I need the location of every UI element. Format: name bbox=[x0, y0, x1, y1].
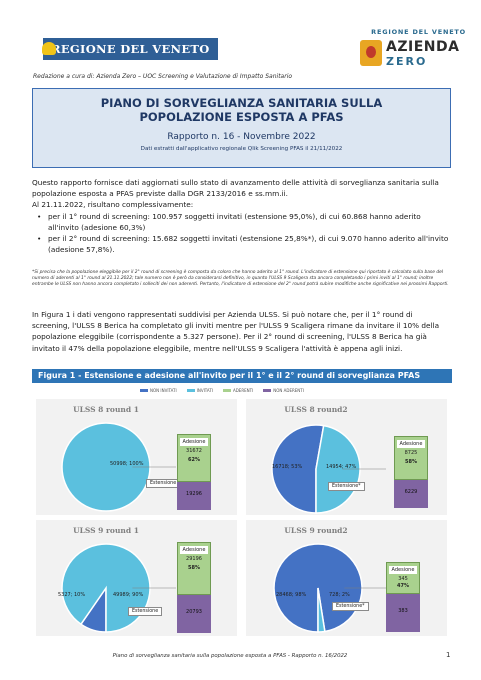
regione-veneto-logo bbox=[38, 36, 214, 62]
non-aderenti-value: 20793 bbox=[186, 609, 202, 615]
non-aderenti-value: 6229 bbox=[404, 489, 418, 495]
slice-label: 50998; 100% bbox=[110, 461, 144, 467]
adesione-label: Adesione bbox=[389, 566, 417, 574]
extension-label: Estensione* bbox=[328, 482, 365, 491]
page-title bbox=[33, 96, 450, 124]
azienda-logo-line2: ZERO bbox=[386, 55, 428, 68]
legend-item bbox=[263, 388, 304, 393]
extension-label: Estensione bbox=[128, 607, 162, 616]
azienda-zero-logo bbox=[356, 28, 466, 72]
chart-legend bbox=[140, 385, 360, 395]
slice-label: 14954; 47% bbox=[326, 464, 357, 470]
page-title-line2: POPOLAZIONE ESPOSTA A PFAS bbox=[139, 110, 344, 124]
legend-label: INVITATI bbox=[196, 387, 213, 393]
legend-item bbox=[223, 388, 253, 393]
chart-title: ULSS 9 round 1 bbox=[73, 526, 139, 535]
adesione-box bbox=[177, 542, 211, 595]
intro-section bbox=[32, 177, 452, 255]
aderenti-value: 8725 bbox=[404, 450, 418, 456]
adesione-box bbox=[394, 436, 428, 480]
report-subtitle: Rapporto n. 16 - Novembre 2022 bbox=[167, 132, 316, 142]
legend-swatch-icon bbox=[223, 389, 231, 392]
extension-label: Estensione* bbox=[332, 602, 369, 611]
page-title-line1: PIANO DI SORVEGLIANZA SANITARIA SULLA bbox=[100, 96, 383, 110]
chart-panel-ulss8-round2 bbox=[246, 399, 447, 515]
legend-item bbox=[187, 388, 213, 393]
footnote: *Si precisa che la popolazione eleggibile per il 2° round di screening è composta da coloro che hanno aderito al 1° round. L'indicatore di estensione qui riportato è calcolato sulla base del numero di aderenti al 1° round al 21.11.2022; tale numero non è però da considerarsi definitivo, in quanto l'ULSS 9 Scaligera sta ancora completando i primi inviti al 1° round; inoltre entrambe le ULSS non hanno ancora completato i solleciti dei non aderenti. Pertanto, l'indicatore di estensione del 2° round potrà subire modifiche anche significative nei prossimi Rapporti. bbox=[32, 270, 449, 287]
azienda-logo-line1: AZIENDA bbox=[386, 39, 460, 55]
slice-label: 16718; 53% bbox=[272, 464, 303, 470]
non-aderenti-value: 19296 bbox=[186, 491, 202, 497]
page-number: 1 bbox=[446, 651, 451, 659]
aderenti-value: 345 bbox=[398, 576, 408, 582]
non-aderenti-box bbox=[386, 594, 420, 632]
legend-swatch-icon bbox=[140, 389, 148, 392]
non-aderenti-value: 383 bbox=[398, 608, 408, 614]
slice-label: 728; 2% bbox=[329, 592, 350, 598]
adesione-box bbox=[386, 562, 420, 594]
figure-title: Figura 1 - Estensione e adesione all'invito per il 1° e il 2° round di sorveglianza PFAS bbox=[32, 369, 452, 383]
adesione-label: Adesione bbox=[180, 438, 208, 446]
legend-item bbox=[140, 388, 177, 393]
legend-swatch-icon bbox=[187, 389, 195, 392]
legend-label: NON INVITATI bbox=[150, 387, 177, 393]
non-aderenti-box bbox=[394, 480, 428, 508]
adesione-label: Adesione bbox=[180, 546, 208, 554]
slice-label: 49989; 90% bbox=[113, 592, 144, 598]
regione-logo-text: REGIONE DEL VENETO bbox=[43, 38, 218, 60]
chart-title: ULSS 8 round2 bbox=[284, 405, 348, 414]
chart-title: ULSS 9 round2 bbox=[284, 526, 348, 535]
title-box bbox=[32, 88, 451, 168]
chart-title: ULSS 8 round 1 bbox=[73, 405, 139, 414]
non-aderenti-box bbox=[177, 595, 211, 633]
list-item: • per il 1° round di screening: 100.957 soggetti invitati (estensione 95,0%), di cui 60.868 hanno aderito all'invito (adesione 60,3%) bbox=[32, 211, 452, 233]
adesione-label: Adesione bbox=[397, 440, 425, 448]
chart-panel-ulss9-round2 bbox=[246, 520, 447, 636]
legend-swatch-icon bbox=[263, 389, 271, 392]
adesione-percent: 58% bbox=[188, 565, 200, 571]
azienda-logo-top-text: REGIONE DEL VENETO bbox=[371, 28, 466, 36]
aderenti-value: 29196 bbox=[186, 556, 202, 562]
chart-panel-ulss8-round1 bbox=[36, 399, 237, 515]
figure-description-paragraph: In Figura 1 i dati vengono rappresentati suddivisi per Azienda ULSS. Si può notare che, per il 1° round di screening, l'ULSS 8 Berica ha completato gli inviti mentre per l'ULSS 9 Scaligera rimane da invitare il 10% della popolazione eleggibile (corrispondente a 5.327 persone). Per il 2° round di screening, l'ULSS 8 Berica ha già invitato il 47% della popolazione eleggibile, mentre nell'ULSS 9 Scaligera l'attività è appena agli inizi. bbox=[32, 310, 440, 353]
intro-paragraph: Questo rapporto fornisce dati aggiornati sullo stato di avanzamento delle attività di sorveglianza sanitaria sulla popolazione esposta a PFAS previste dalla DGR 2133/2016 e ss.mm.ii. bbox=[32, 178, 439, 199]
adesione-percent: 47% bbox=[397, 583, 409, 589]
slice-label: 28468; 98% bbox=[276, 592, 307, 598]
adesione-percent: 58% bbox=[405, 459, 417, 465]
page-footer: Piano di sorveglianza sanitaria sulla popolazione esposta a PFAS - Rapporto n. 16/2022 bbox=[112, 653, 348, 659]
non-aderenti-box bbox=[177, 482, 211, 510]
summary-list bbox=[32, 211, 452, 256]
adesione-percent: 62% bbox=[188, 457, 200, 463]
data-extraction-note: Dati estratti dall'applicativo regionale Qlik Screening PFAS il 21/11/2022 bbox=[140, 146, 343, 152]
as-of-line: Al 21.11.2022, risultano complessivamente: bbox=[32, 200, 194, 210]
editor-credit: Redazione a cura di: Azienda Zero – UOC Screening e Valutazione di Impatto Sanitario bbox=[33, 73, 293, 80]
adesione-box bbox=[177, 434, 211, 482]
slice-label: 5327; 10% bbox=[58, 592, 86, 598]
legend-label: NON ADERENTI bbox=[273, 387, 304, 393]
lion-emblem-icon bbox=[360, 40, 382, 66]
chart-panel-ulss9-round1 bbox=[36, 520, 237, 636]
list-item: • per il 2° round di screening: 15.682 soggetti invitati (estensione 25,8%*), di cui 9.070 hanno aderito all'invito (adesione 57,8%). bbox=[32, 233, 452, 255]
legend-label: ADERENTI bbox=[232, 387, 254, 393]
aderenti-value: 31672 bbox=[186, 448, 202, 454]
extension-label: Estensione bbox=[146, 479, 180, 488]
